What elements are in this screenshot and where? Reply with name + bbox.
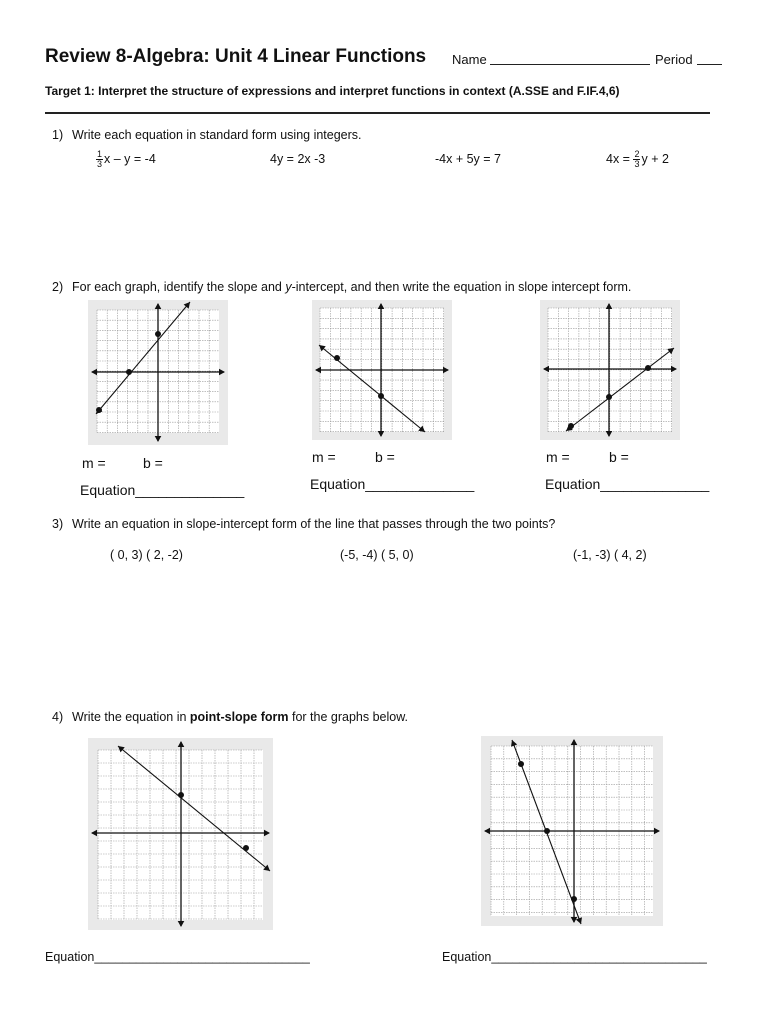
- plotted-point: [378, 393, 384, 399]
- q4-number: 4): [52, 710, 64, 724]
- q2-graph1-b-label: b =: [143, 455, 163, 471]
- q2-graph2-b-label: b =: [375, 449, 395, 465]
- plotted-point: [518, 761, 524, 767]
- q1-equation-4: [606, 150, 669, 169]
- q3-number: 3): [52, 517, 64, 531]
- q2-prompt: For each graph, identify the slope and y-intercept, and then write the equation in slope intercept form.: [72, 280, 632, 294]
- plotted-point: [606, 394, 612, 400]
- name-field[interactable]: [490, 64, 650, 65]
- plotted-point: [243, 845, 249, 851]
- q3-prompt: Write an equation in slope-intercept form of the line that passes through the two points?: [72, 517, 556, 531]
- q2-graph1-equation[interactable]: Equation______________: [80, 482, 245, 498]
- plotted-point: [126, 369, 132, 375]
- q2-graph2-m-label: m =: [312, 449, 336, 465]
- q4-graph-2: [481, 736, 663, 926]
- q1-eq4-rest: y + 2: [641, 151, 669, 166]
- q1-number: 1): [52, 128, 64, 142]
- q1-eq1-numerator: 1: [97, 149, 103, 159]
- plotted-point: [334, 355, 340, 361]
- plotted-point: [568, 423, 574, 429]
- q1-prompt: Write each equation in standard form using integers.: [72, 128, 362, 142]
- plotted-point: [155, 331, 161, 337]
- period-field[interactable]: [697, 64, 722, 65]
- q1-eq4-numerator: 2: [634, 149, 640, 159]
- q3-points-3: (-1, -3) ( 4, 2): [573, 548, 647, 562]
- q1-eq1-rest: x – y = -4: [104, 151, 156, 166]
- q2-graph2-equation[interactable]: Equation______________: [310, 476, 475, 492]
- q1-eq4-lhs: 4x =: [606, 151, 634, 166]
- plotted-point: [544, 828, 550, 834]
- q1-eq1-denominator: 3: [97, 159, 103, 169]
- q2-graph1-m-label: m =: [82, 455, 106, 471]
- plotted-point: [96, 407, 102, 413]
- q4-prompt: Write the equation in point-slope form for the graphs below.: [72, 710, 409, 724]
- q2-graph3-b-label: b =: [609, 449, 629, 465]
- q2-graph3-equation[interactable]: Equation______________: [545, 476, 710, 492]
- plotted-point: [178, 792, 184, 798]
- q1-equation-2: 4y = 2x -3: [270, 152, 326, 166]
- q3-points-2: (-5, -4) ( 5, 0): [340, 548, 414, 562]
- q4-graph1-equation[interactable]: Equation_______________________________: [45, 950, 310, 964]
- q2-number: 2): [52, 280, 64, 294]
- q1-eq4-denominator: 3: [634, 159, 640, 169]
- q1-equation-1: [96, 150, 156, 169]
- target-statement: Target 1: Interpret the structure of expressions and interpret functions in context (A.SSE and F.IF.4,6): [45, 84, 620, 98]
- plotted-point: [645, 365, 651, 371]
- q1-equation-3: -4x + 5y = 7: [435, 152, 502, 166]
- q2-graph-2: [312, 300, 452, 440]
- page-title: Review 8-Algebra: Unit 4 Linear Functions: [45, 46, 427, 67]
- q2-graph-3: [540, 300, 680, 440]
- plotted-point: [571, 896, 577, 902]
- name-label: Name: [452, 52, 487, 67]
- period-label: Period: [655, 52, 693, 67]
- q4-graph-1: [88, 738, 273, 930]
- header-divider: [45, 112, 710, 114]
- q4-graph2-equation[interactable]: Equation_______________________________: [442, 950, 707, 964]
- q3-points-1: ( 0, 3) ( 2, -2): [110, 548, 183, 562]
- q2-graph3-m-label: m =: [546, 449, 570, 465]
- q2-graph-1: [88, 300, 228, 445]
